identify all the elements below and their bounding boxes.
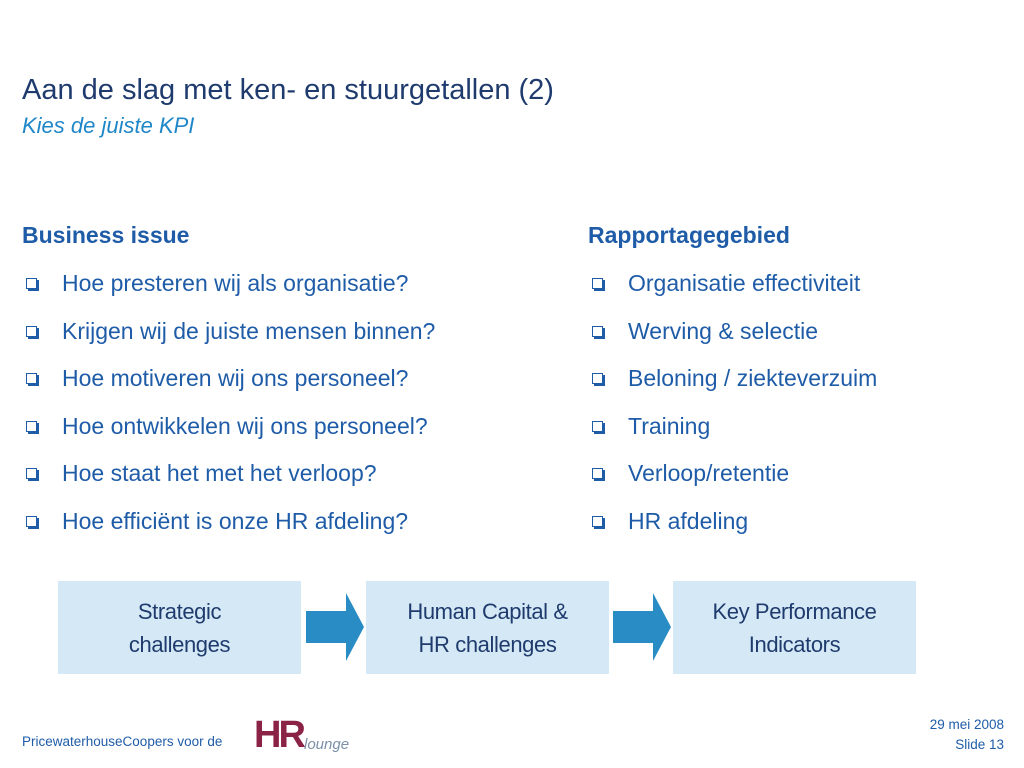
checkbox-bullet-icon [592, 421, 603, 432]
footer-meta [930, 715, 1004, 755]
hr-lounge-logo [254, 714, 354, 756]
rapportagegebied-list [588, 268, 877, 554]
list-item [588, 411, 877, 459]
list-item-text: HR afdeling [628, 507, 749, 534]
logo-hr-text: HR [254, 714, 303, 756]
footer-date: 29 mei 2008 [929, 717, 1004, 732]
list-item [588, 458, 877, 506]
list-item [22, 458, 435, 506]
strategic-challenges-box [58, 581, 301, 674]
box-line: HR challenges [418, 631, 557, 657]
list-item [22, 363, 435, 411]
checkbox-bullet-icon [592, 516, 603, 527]
right-arrow-icon [613, 593, 671, 661]
list-item-text: Hoe staat het met het verloop? [62, 460, 377, 487]
business-issue-column [22, 220, 435, 554]
list-item [588, 316, 877, 364]
box-line: Key Performance [712, 598, 877, 624]
list-item [22, 506, 435, 554]
checkbox-bullet-icon [26, 373, 37, 384]
logo-lounge-text: lounge [304, 736, 350, 753]
list-item-text: Krijgen wij de juiste mensen binnen? [62, 317, 436, 344]
right-arrow-icon [306, 593, 364, 661]
list-item-text: Hoe motiveren wij ons personeel? [62, 365, 409, 392]
hr-challenges-box [366, 581, 609, 674]
list-item [22, 268, 435, 316]
box-line: Human Capital & [407, 598, 568, 624]
list-item [22, 316, 435, 364]
checkbox-bullet-icon [592, 326, 603, 337]
kpi-box [673, 581, 916, 674]
checkbox-bullet-icon [592, 468, 603, 479]
box-line: Indicators [748, 631, 841, 657]
box-line: Strategic [137, 598, 222, 624]
checkbox-bullet-icon [26, 468, 37, 479]
list-item-text: Hoe efficiënt is onze HR afdeling? [62, 507, 409, 534]
list-item-text: Hoe ontwikkelen wij ons personeel? [62, 412, 428, 439]
slide-subtitle: Kies de juiste KPI [22, 113, 195, 138]
list-item [22, 411, 435, 459]
list-item [588, 506, 877, 554]
rapportagegebied-heading: Rapportagegebied [588, 222, 790, 248]
list-item-text: Verloop/retentie [628, 460, 790, 487]
business-issue-heading: Business issue [22, 222, 190, 248]
rapportagegebied-column [588, 220, 877, 554]
checkbox-bullet-icon [592, 278, 603, 289]
checkbox-bullet-icon [26, 421, 37, 432]
list-item-text: Beloning / ziekteverzuim [628, 365, 878, 392]
list-item [588, 268, 877, 316]
box-line: challenges [128, 631, 231, 657]
checkbox-bullet-icon [26, 278, 37, 289]
footer-slide-number: Slide 13 [955, 737, 1004, 752]
checkbox-bullet-icon [592, 373, 603, 384]
business-issue-list [22, 268, 435, 554]
checkbox-bullet-icon [26, 326, 37, 337]
footer-company-text: PricewaterhouseCoopers voor de [22, 734, 223, 749]
list-item-text: Werving & selectie [628, 317, 819, 344]
checkbox-bullet-icon [26, 516, 37, 527]
list-item-text: Training [628, 412, 711, 439]
list-item-text: Hoe presteren wij als organisatie? [62, 270, 409, 296]
list-item-text: Organisatie effectiviteit [628, 270, 861, 296]
list-item [588, 363, 877, 411]
slide-title: Aan de slag met ken- en stuurgetallen (2) [22, 74, 554, 106]
